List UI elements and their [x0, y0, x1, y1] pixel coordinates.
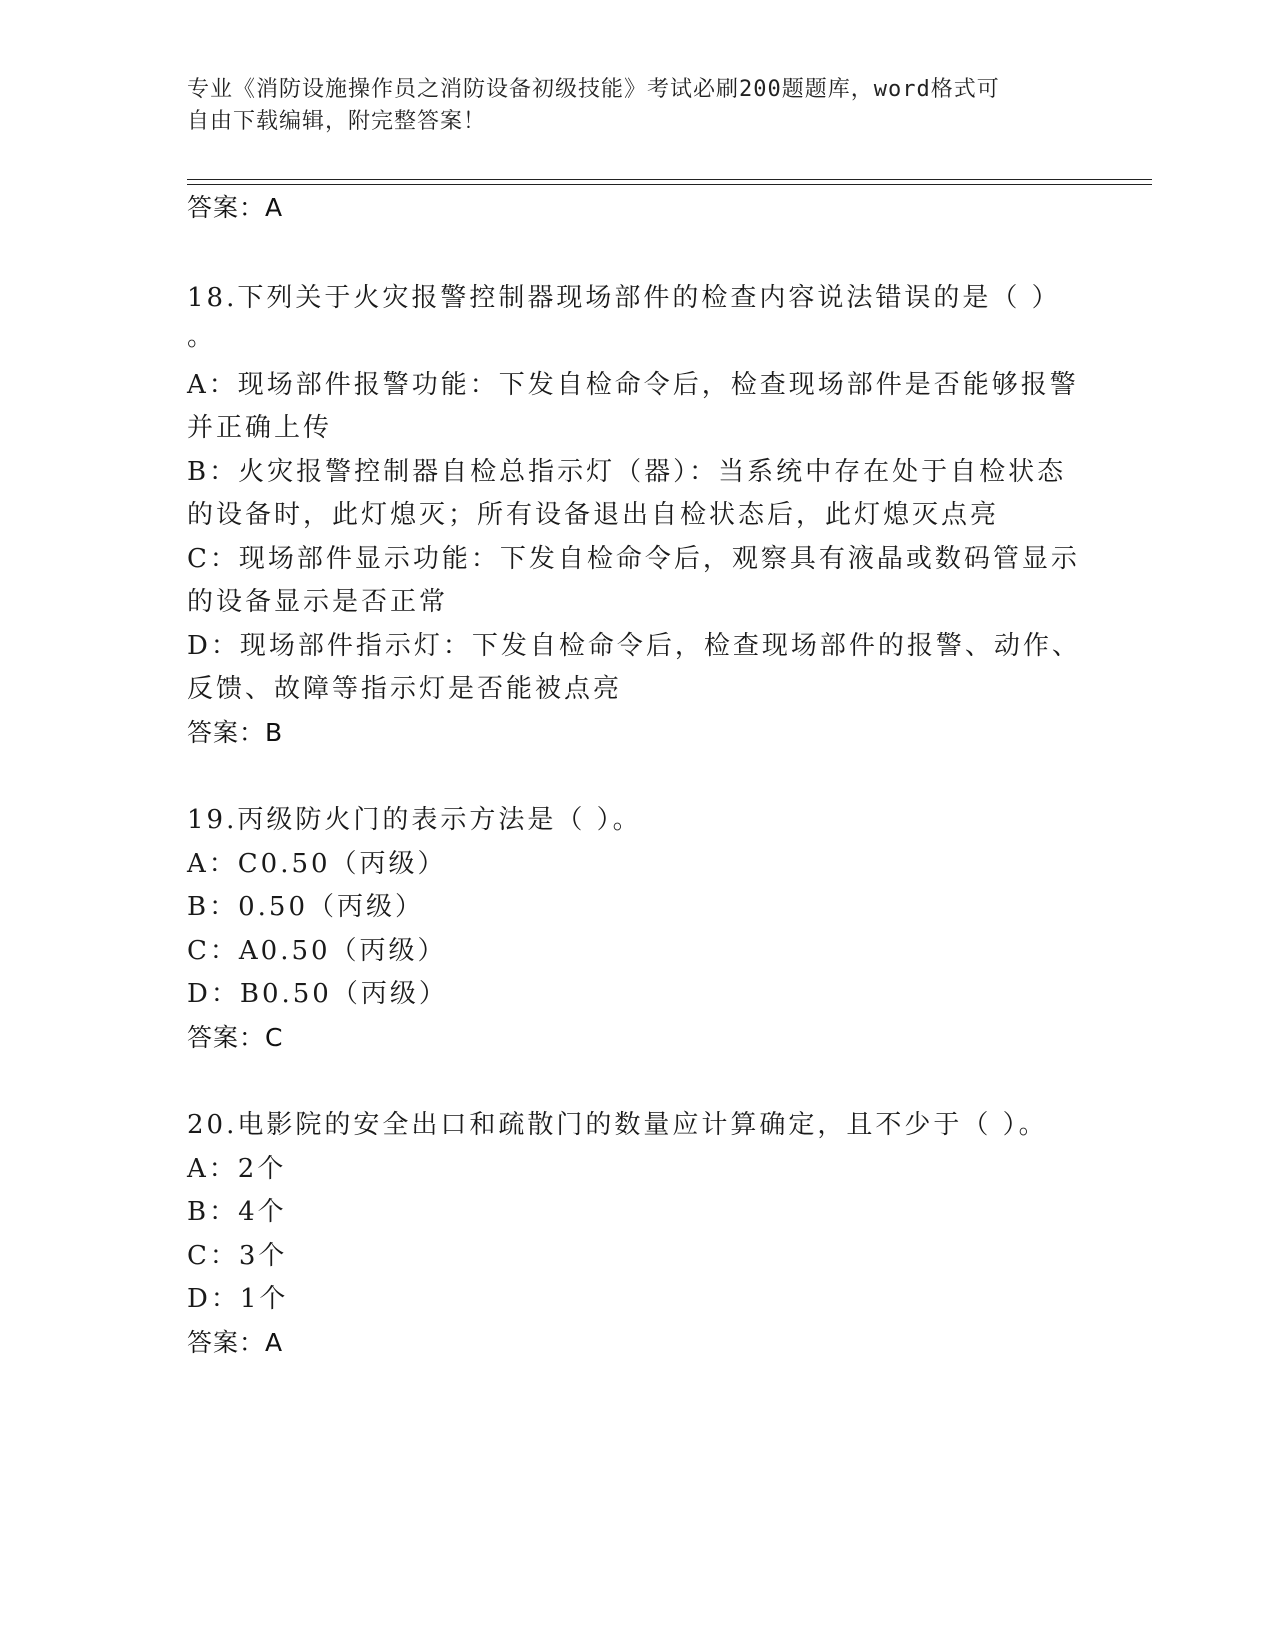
question-18-option-a-line2: 并正确上传: [187, 413, 333, 443]
question-20-option-d: D：1个: [187, 1284, 289, 1314]
answer-20: 答案：A: [187, 1328, 284, 1357]
question-20-stem: 20.电影院的安全出口和疏散门的数量应计算确定，且不少于（ ）。: [187, 1110, 1048, 1140]
header-line-2: 自由下载编辑，附完整答案！: [187, 109, 487, 134]
question-18-option-d-line1: D：现场部件指示灯：下发自检命令后，检查现场部件的报警、动作、: [187, 631, 1081, 661]
header-divider-bottom: [187, 184, 1152, 185]
question-19-option-b: B：0.50（丙级）: [187, 892, 424, 922]
question-18-stem-line2: 。: [187, 322, 217, 352]
question-20-option-b: B：4个: [187, 1197, 287, 1227]
question-18-option-b-line2: 的设备时，此灯熄灭；所有设备退出自检状态后，此灯熄灭点亮: [187, 500, 1000, 530]
question-18-option-d-line2: 反馈、故障等指示灯是否能被点亮: [187, 674, 623, 704]
question-20-option-c: C：3个: [187, 1241, 288, 1271]
answer-17: 答案：A: [187, 193, 284, 222]
question-19-stem: 19.丙级防火门的表示方法是（ ）。: [187, 805, 642, 835]
header-divider-top: [187, 179, 1152, 180]
question-19-option-d: D：B0.50（丙级）: [187, 979, 448, 1009]
answer-19: 答案：C: [187, 1023, 284, 1052]
question-18-stem-line1: 18.下列关于火灾报警控制器现场部件的检查内容说法错误的是（ ）: [187, 283, 1061, 313]
question-18-option-b-line1: B：火灾报警控制器自检总指示灯（器）：当系统中存在处于自检状态: [187, 457, 1067, 487]
question-18-option-a-line1: A：现场部件报警功能：下发自检命令后，检查现场部件是否能够报警: [187, 370, 1079, 400]
question-19-option-c: C：A0.50（丙级）: [187, 936, 447, 966]
header-line-1: 专业《消防设施操作员之消防设备初级技能》考试必刷200题题库，word格式可: [187, 77, 1000, 102]
answer-18: 答案：B: [187, 718, 284, 747]
question-19-option-a: A：C0.50（丙级）: [187, 849, 447, 879]
question-18-option-c-line2: 的设备显示是否正常: [187, 587, 449, 617]
question-18-option-c-line1: C：现场部件显示功能：下发自检命令后，观察具有液晶或数码管显示: [187, 544, 1080, 574]
document-header: [187, 74, 1087, 138]
question-20-option-a: A：2个: [187, 1154, 287, 1184]
